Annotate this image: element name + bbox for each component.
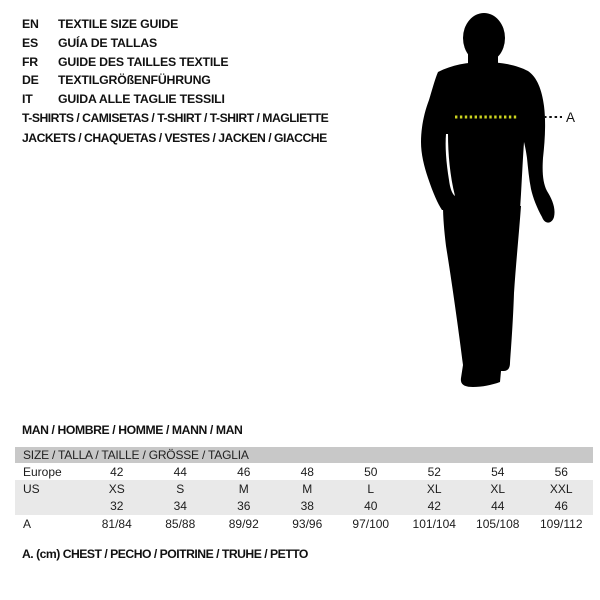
size-cell: 44 <box>173 464 187 479</box>
row-label: US <box>23 481 40 496</box>
language-code: ES <box>22 36 39 51</box>
measure-footnote: A. (cm) CHEST / PECHO / POITRINE / TRUHE / PETTO <box>22 547 308 561</box>
size-cell: 97/100 <box>352 516 390 531</box>
man-silhouette <box>421 13 555 387</box>
size-cell: 52 <box>427 464 441 479</box>
list-item <box>22 52 228 71</box>
size-cell: 32 <box>110 499 124 514</box>
size-cell: 44 <box>491 499 505 514</box>
size-cell: XL <box>426 481 442 496</box>
size-cell: 109/112 <box>540 516 583 531</box>
list-item <box>22 71 228 90</box>
language-code: DE <box>22 73 39 88</box>
size-cell: XS <box>108 481 125 496</box>
size-cell: 42 <box>110 464 124 479</box>
language-label: TEXTILE SIZE GUIDE <box>58 17 179 32</box>
language-code: FR <box>22 54 38 69</box>
list-item <box>22 90 228 109</box>
size-cell: M <box>302 481 313 496</box>
size-cell: S <box>176 481 185 496</box>
table-row-europe <box>15 463 593 480</box>
language-label: TEXTILGRÖßENFÜHRUNG <box>58 73 211 88</box>
table-row-chest-cm <box>15 515 593 532</box>
size-cell: 42 <box>427 499 441 514</box>
size-cell: 46 <box>237 464 251 479</box>
size-cell: 93/96 <box>292 516 323 531</box>
size-cell: 56 <box>554 464 568 479</box>
language-code: EN <box>22 17 39 32</box>
size-cell: L <box>367 481 375 496</box>
size-table <box>15 447 593 532</box>
language-label: GUIDA ALLE TAGLIE TESSILI <box>58 92 225 107</box>
list-item <box>22 15 228 34</box>
row-label: A <box>23 516 32 531</box>
section-title-man: MAN / HOMBRE / HOMME / MANN / MAN <box>22 423 243 437</box>
size-cell: 89/92 <box>228 516 259 531</box>
size-cell: XL <box>490 481 506 496</box>
language-list <box>22 15 228 108</box>
size-cell: 101/104 <box>412 516 456 531</box>
size-cell: 81/84 <box>101 516 132 531</box>
table-row-us-numeric <box>15 498 593 515</box>
size-cell: 54 <box>491 464 505 479</box>
size-cell: XXL <box>549 481 573 496</box>
size-guide-figure <box>400 8 580 400</box>
size-cell: 38 <box>300 499 314 514</box>
size-cell: 48 <box>300 464 314 479</box>
size-cell: 46 <box>554 499 568 514</box>
category-line-jackets: JACKETS / CHAQUETAS / VESTES / JACKEN / GIACCHE <box>22 130 327 145</box>
size-cell: 85/88 <box>165 516 196 531</box>
list-item <box>22 34 228 53</box>
size-cell: 36 <box>237 499 251 514</box>
language-label: GUÍA DE TALLAS <box>58 36 157 51</box>
garment-category <box>22 109 328 148</box>
row-label: Europe <box>23 464 62 479</box>
size-cell: 105/108 <box>476 516 520 531</box>
size-cell: 34 <box>173 499 187 514</box>
measure-label-a: A <box>566 110 576 125</box>
language-label: GUIDE DES TAILLES TEXTILE <box>58 54 229 69</box>
size-cell: 40 <box>364 499 378 514</box>
category-line-tshirts: T-SHIRTS / CAMISETAS / T-SHIRT / T-SHIRT / MAGLIETTE <box>22 111 329 125</box>
size-cell: M <box>238 481 249 496</box>
language-code: IT <box>22 92 33 107</box>
size-table-header: SIZE / TALLA / TAILLE / GRÖSSE / TAGLIA <box>15 447 593 463</box>
size-cell: 50 <box>364 464 378 479</box>
table-row-us <box>15 480 593 497</box>
